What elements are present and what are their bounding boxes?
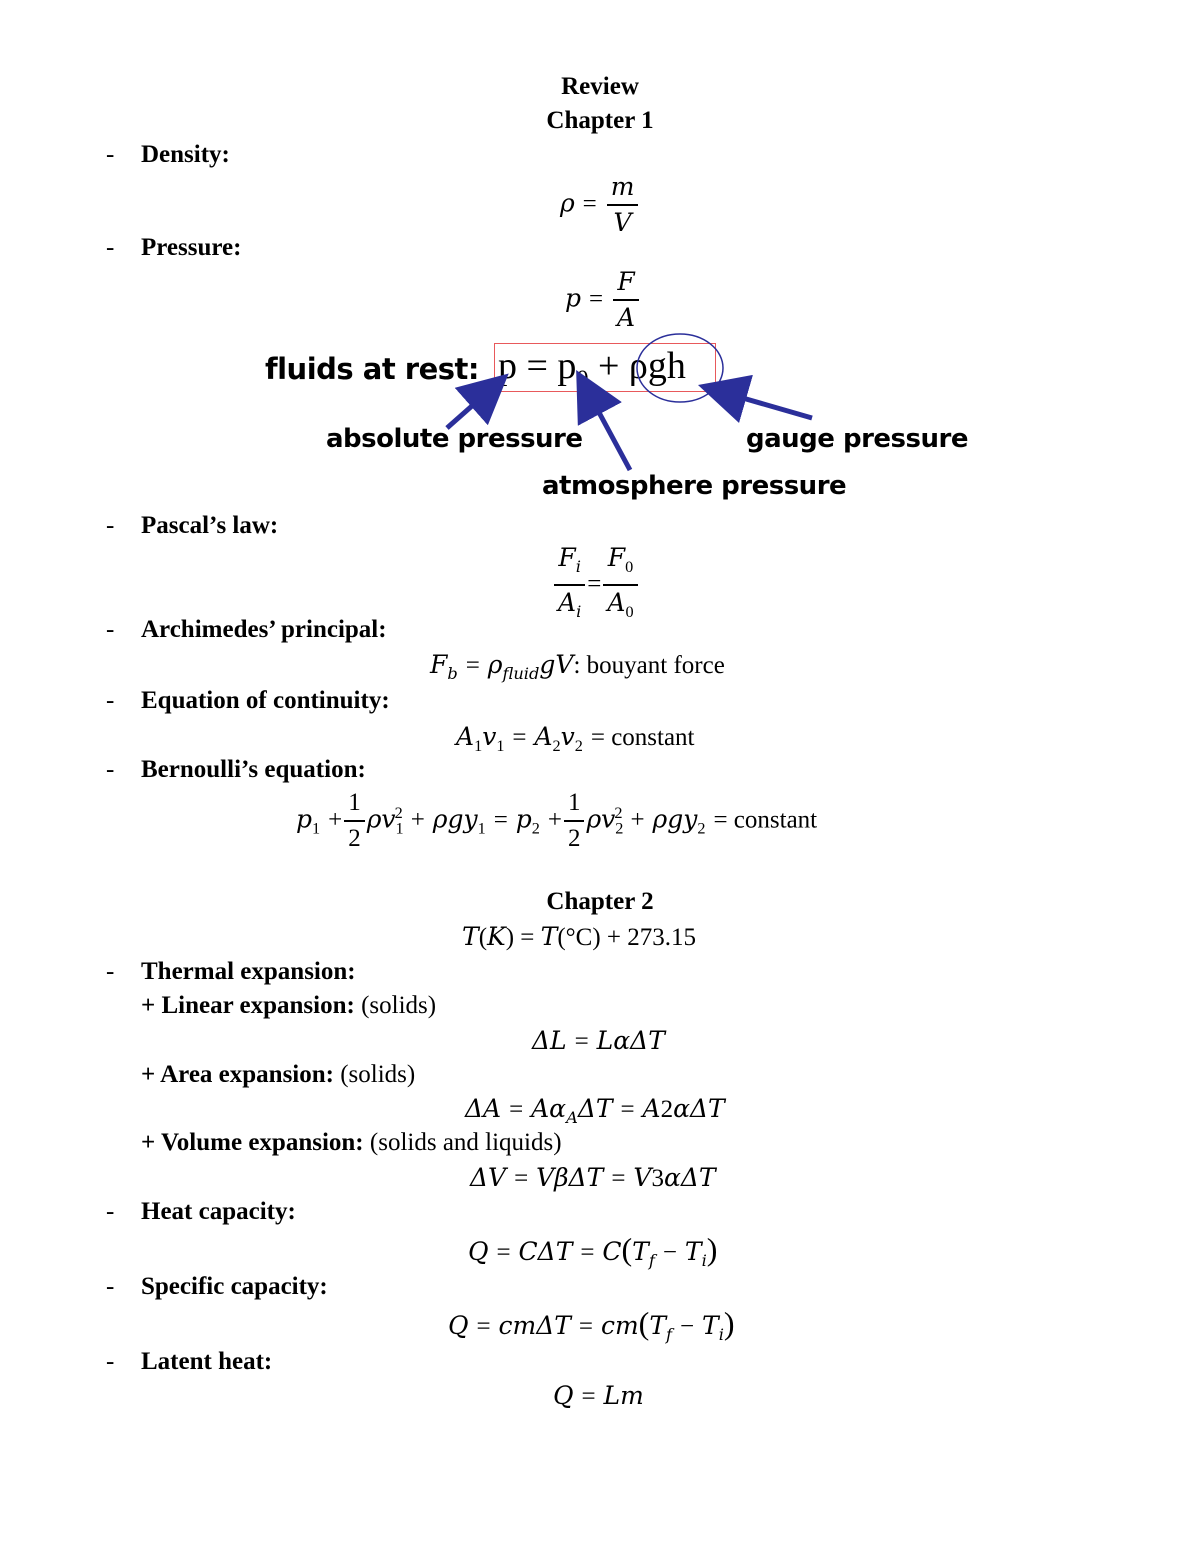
area-expansion-label: + Area expansion: (solids): [141, 1061, 416, 1088]
latent-heat-equation: Q = Lm: [553, 1381, 644, 1410]
pascal-equation: $\frac{F_i}{A_i}$ = $\frac{F_0}{A_0}$: [552, 541, 640, 629]
bullet-dash: -: [106, 141, 115, 168]
specific-capacity-label: Specific capacity:: [141, 1273, 328, 1300]
fluid-pressure-formula: $p = p_0 + \rho gh$: [498, 345, 686, 393]
bullet-dash: -: [106, 756, 115, 783]
pressure-label: Pressure:: [141, 234, 242, 261]
bullet-dash: -: [106, 1198, 115, 1225]
gauge-circle: [637, 334, 723, 402]
bullet-dash: -: [106, 234, 115, 261]
continuity-equation: $A_1v_1 = A_2v_2$ = constant: [456, 722, 695, 755]
atmosphere-arrow: [588, 392, 630, 470]
density-equation: ρ = $\frac{m}{V}$: [560, 170, 640, 240]
bullet-dash: -: [106, 616, 115, 643]
density-label: Density:: [141, 141, 230, 168]
chapter2-heading: Chapter 2: [546, 888, 654, 915]
bernoulli-label: Bernoulli’s equation:: [141, 756, 366, 783]
atmosphere-pressure-label: atmosphere pressure: [542, 471, 847, 501]
volume-expansion-equation: ΔV = VβΔT = V3αΔT: [470, 1163, 716, 1192]
thermal-label: Thermal expansion:: [141, 958, 356, 985]
chapter1-heading: Chapter 1: [546, 107, 654, 134]
bullet-dash: -: [106, 958, 115, 985]
heat-capacity-equation: $Q = C\Delta T = C(T_f - T_i)$: [468, 1231, 718, 1270]
continuity-constant: = constant: [590, 724, 695, 751]
specific-capacity-equation: $Q = cm\Delta T = cm(T_f - T_i)$: [448, 1305, 735, 1344]
gauge-pressure-label: gauge pressure: [746, 424, 968, 454]
kelvin-constant: 273.15: [627, 924, 696, 951]
kelvin-equation: T(K) = T(°C) + 273.15: [462, 922, 696, 951]
volume-expansion-label: + Volume expansion: (solids and liquids): [141, 1129, 562, 1156]
page-title: Review: [561, 73, 639, 100]
area-expansion-equation: $\Delta A = A\alpha_A\Delta T = A2\alpha\Delta T$: [465, 1094, 725, 1127]
archimedes-note: : bouyant force: [573, 652, 725, 679]
bullet-dash: -: [106, 1273, 115, 1300]
pressure-diagram-arrows: [0, 0, 1200, 520]
bernoulli-constant: = constant: [713, 806, 818, 834]
bullet-dash: -: [106, 512, 115, 539]
absolute-arrow: [447, 390, 490, 428]
gauge-arrow: [722, 392, 812, 418]
continuity-label: Equation of continuity:: [141, 687, 390, 714]
heat-capacity-label: Heat capacity:: [141, 1198, 296, 1225]
pascal-label: Pascal’s law:: [141, 512, 279, 539]
latent-heat-label: Latent heat:: [141, 1348, 273, 1375]
bullet-dash: -: [106, 1348, 115, 1375]
bernoulli-equation: $p_1$ + $\frac{1}{2}$ $\rho v_1^2 + \rho gy_1 = p_2$ + $\frac{1}{2}$ $\rho v_2^2 + \rho gy_2$ = constant: [296, 786, 817, 856]
absolute-pressure-label: absolute pressure: [326, 424, 583, 454]
archimedes-equation: $F_b = \rho_{fluid}gV$: bouyant force: [430, 650, 725, 683]
bullet-dash: -: [106, 687, 115, 714]
linear-expansion-label: + Linear expansion: (solids): [141, 992, 437, 1019]
pressure-equation: p = $\frac{F}{A}$: [565, 265, 641, 335]
archimedes-label: Archimedes’ principal:: [141, 616, 387, 643]
linear-expansion-equation: ΔL = LαΔT: [532, 1026, 665, 1055]
fluids-caption: fluids at rest:: [265, 352, 479, 386]
